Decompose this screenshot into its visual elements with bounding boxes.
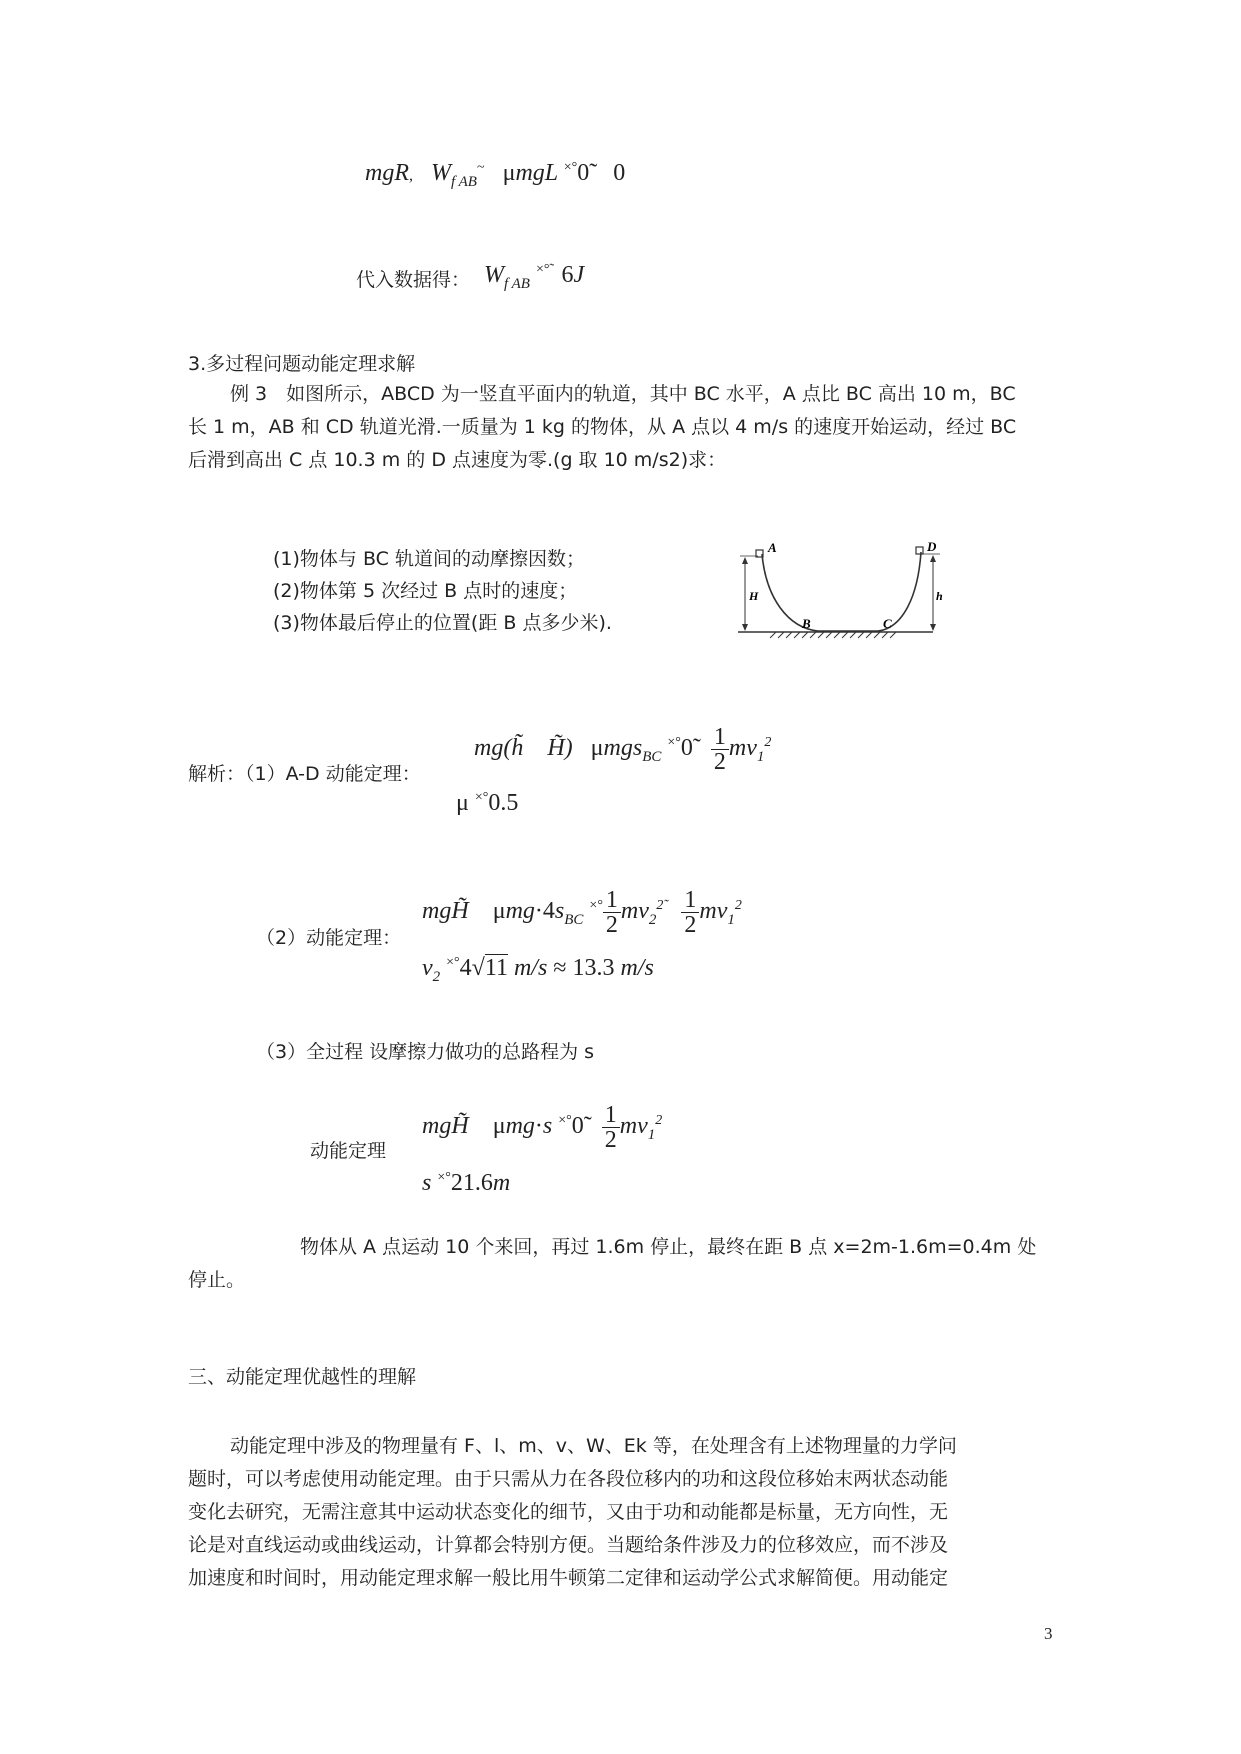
- formula-part2: mgH̃ $\mu mg\cdot 4s_{BC}$ ×° $\frac{1}{2}$ $mv_2^{2̃}$ $\frac{1}{2}$ $mv_1^2$: [422, 887, 742, 938]
- conclusion-line-2: 停止。: [188, 1269, 246, 1291]
- formula-part1: mg(h̃ H̃) μmgs$_{BC}$ ×°0̃ $\frac{1}{2}$ $mv_1^2$: [474, 724, 772, 775]
- question-3: (3)物体最后停止的位置(距 B 点多少米).: [273, 612, 612, 634]
- label-C: C: [883, 616, 892, 631]
- page-number: 3: [1044, 1624, 1053, 1643]
- label-H: H: [749, 589, 759, 603]
- label-B: B: [802, 616, 811, 631]
- paragraph-line-4: 论是对直线运动或曲线运动，计算都会特别方便。当题给条件涉及力的位移效应，而不涉及: [188, 1534, 949, 1556]
- formula-top: mgR, $W_{f AB}^\sim$ μmgL ×°0̃ 0: [365, 160, 626, 190]
- label-A: A: [768, 540, 777, 555]
- section3-heading: 三、动能定理优越性的理解: [188, 1366, 417, 1388]
- formula-part1-result: μ ×°0.5: [456, 790, 519, 816]
- part3-sub-label: 动能定理: [310, 1140, 387, 1162]
- example-line-2: 长 1 m，AB 和 CD 轨道光滑.一质量为 1 kg 的物体，从 A 点以 4 m/s 的速度开始运动，经过 BC: [188, 416, 1017, 438]
- question-2: (2)物体第 5 次经过 B 点时的速度；: [273, 580, 578, 602]
- part3-label: （3）全过程 设摩擦力做功的总路程为 s: [256, 1041, 595, 1063]
- label-h: h: [936, 589, 943, 603]
- formula-substitute: $W_{f AB}$ ×°̃ 6J: [484, 262, 585, 292]
- example-line-1: 例 3 如图所示，ABCD 为一竖直平面内的轨道，其中 BC 水平，A 点比 BC 高出 10 m，BC: [230, 383, 1016, 405]
- section-heading: 3.多过程问题动能定理求解: [188, 353, 416, 375]
- question-1: (1)物体与 BC 轨道间的动摩擦因数；: [273, 548, 585, 570]
- conclusion-line-1: 物体从 A 点运动 10 个来回，再过 1.6m 停止，最终在距 B 点 x=2m-1.6m=0.4m 处: [300, 1236, 1037, 1258]
- label-D: D: [927, 539, 937, 554]
- analysis-label: 解析：（1）A-D 动能定理：: [188, 763, 421, 785]
- part2-label: （2）动能定理：: [256, 927, 402, 949]
- paragraph-line-2: 题时，可以考虑使用动能定理。由于只需从力在各段位移内的功和这段位移始末两状态动能: [188, 1468, 949, 1490]
- formula-part2-result: $v_2$ ×°4√11 m/s ≈ 13.3 m/s: [422, 955, 654, 985]
- track-diagram: [728, 536, 948, 646]
- paragraph-line-3: 变化去研究，无需注意其中运动状态变化的细节，又由于功和动能都是标量，无方向性，无: [188, 1501, 949, 1523]
- formula-part3-result: s ×°21.6m: [422, 1170, 511, 1196]
- paragraph-line-1: 动能定理中涉及的物理量有 F、l、m、v、W、Ek 等，在处理含有上述物理量的力学问: [230, 1435, 957, 1457]
- example-line-3: 后滑到高出 C 点 10.3 m 的 D 点速度为零.(g 取 10 m/s2)求：: [188, 449, 727, 471]
- substitute-label: 代入数据得：: [356, 269, 471, 291]
- formula-part3: mgH̃ μmg·s ×°0̃ $\frac{1}{2}$ $mv_1^2$: [422, 1102, 663, 1153]
- paragraph-line-5: 加速度和时间时，用动能定理求解一般比用牛顿第二定律和运动学公式求解简便。用动能定: [188, 1567, 949, 1589]
